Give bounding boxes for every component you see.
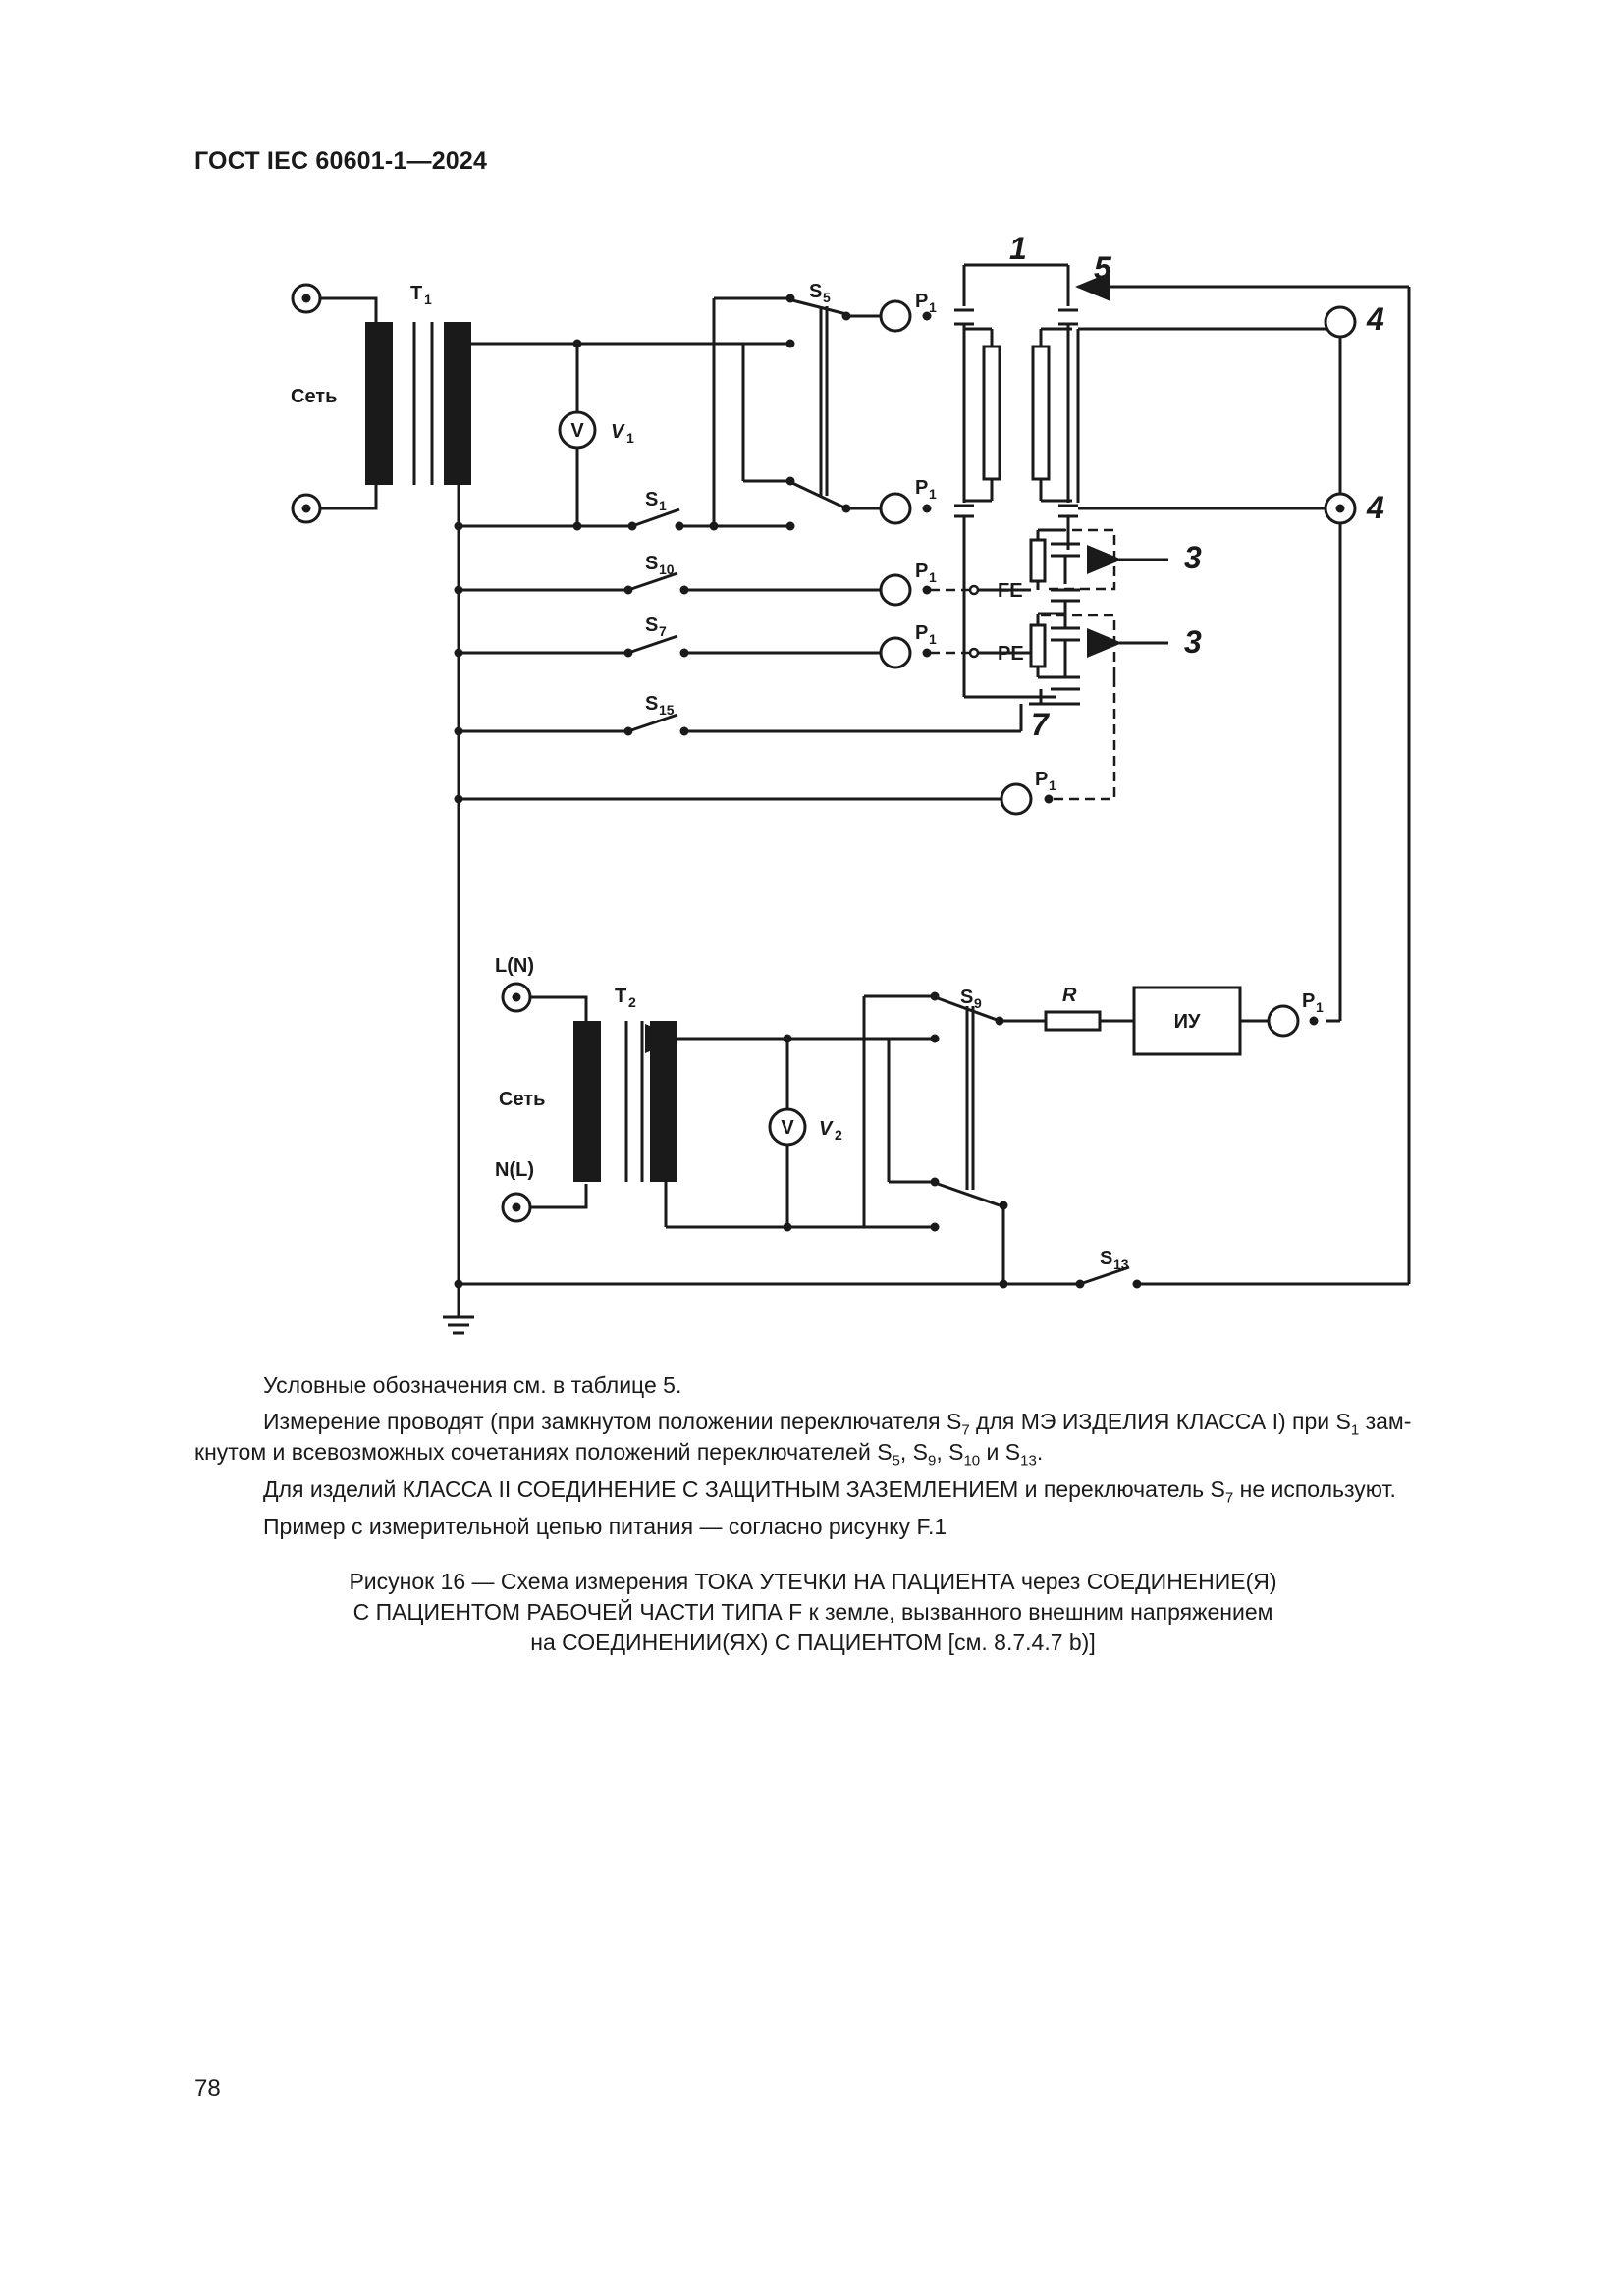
svg-text:V: V <box>781 1117 794 1139</box>
resistor-r <box>1046 1012 1100 1030</box>
p1-terminal-5 <box>1001 784 1031 814</box>
standard-header: ГОСТ IEC 60601-1—2024 <box>194 147 488 175</box>
svg-text:1: 1 <box>1316 999 1324 1015</box>
callout-4b: 4 <box>1367 490 1384 525</box>
svg-text:10: 10 <box>659 561 675 577</box>
t2-label: T <box>615 986 627 1007</box>
svg-text:1: 1 <box>1049 777 1056 793</box>
s7-label: S <box>645 614 659 636</box>
transformer-t1-secondary <box>444 322 471 485</box>
measurement-note-line2: кнутом и всевозможных сочетаниях положений переключателей $S_5$, $S_9$, $S_{10}$ и $S_{13}$. <box>194 1439 1044 1469</box>
example-note: Пример с измерительной цепью питания — согласно рисунку F.1 <box>263 1514 947 1539</box>
s5-label: S <box>809 281 823 302</box>
svg-text:1: 1 <box>929 299 937 315</box>
s9-label: S <box>960 987 974 1008</box>
p1-terminal-4 <box>881 638 910 667</box>
transformer-t1-primary <box>365 322 393 485</box>
s15-label: S <box>645 693 659 715</box>
iu-label: ИУ <box>1173 1011 1201 1033</box>
figure-caption: Рисунок 16 — Схема измерения ТОКА УТЕЧКИ НА ПАЦИЕНТА через СОЕДИНЕНИЕ(Я) С ПАЦИЕНТОМ РАБОЧЕЙ ЧАСТИ ТИПА F к земле, вызванного внешним напряжением на СОЕДИНЕНИИ(ЯХ) С ПАЦИЕНТОМ [см. 8.7.4.7 b)] <box>349 1569 1277 1655</box>
p1-label-5: P <box>1035 769 1049 790</box>
svg-text:13: 13 <box>1113 1256 1129 1272</box>
page-number: 78 <box>194 2075 221 2102</box>
p1-label-2: P <box>915 477 929 499</box>
svg-text:15: 15 <box>659 702 675 718</box>
mains-label-1: Сеть <box>291 386 338 407</box>
callout-7: 7 <box>1031 707 1049 742</box>
mains-label-2: Сеть <box>499 1089 546 1110</box>
r-label: R <box>1062 985 1077 1006</box>
legend-note: Условные обозначения см. в таблице 5. <box>263 1372 682 1398</box>
nl-label: N(L) <box>495 1159 534 1181</box>
svg-text:2: 2 <box>628 994 636 1010</box>
svg-text:5: 5 <box>823 290 831 305</box>
p1-terminal-2 <box>881 494 910 523</box>
p1-terminal-3 <box>881 575 910 605</box>
svg-text:V: V <box>570 420 584 442</box>
p1-terminal-1 <box>881 301 910 331</box>
p1-label-6: P <box>1302 990 1316 1012</box>
callout-5: 5 <box>1094 250 1111 286</box>
svg-text:1: 1 <box>929 631 937 647</box>
svg-text:1: 1 <box>424 292 432 307</box>
transformer-t2-secondary <box>650 1021 677 1182</box>
p1-terminal-6 <box>1269 1006 1298 1036</box>
callout-1: 1 <box>1009 231 1027 266</box>
p1-label-3: P <box>915 561 929 582</box>
p1-label-1: P <box>915 291 929 312</box>
s10-label: S <box>645 553 659 574</box>
svg-text:1: 1 <box>659 498 667 513</box>
svg-text:1: 1 <box>929 569 937 585</box>
svg-text:7: 7 <box>659 623 667 639</box>
p1-label-4: P <box>915 622 929 644</box>
class2-note: Для изделий КЛАССА II СОЕДИНЕНИЕ С ЗАЩИТНЫМ ЗАЗЕМЛЕНИЕМ и переключатель $S_7$ не используют. <box>263 1476 1396 1507</box>
t1-label: T <box>410 283 423 304</box>
terminal-4-upper <box>1326 307 1355 337</box>
v1-label: V <box>611 421 624 443</box>
transformer-t2-primary <box>573 1021 601 1182</box>
v2-label: V <box>819 1118 833 1140</box>
svg-text:1: 1 <box>929 486 937 502</box>
measurement-note-line1: Измерение проводят (при замкнутом положении переключателя $S_7$ для МЭ ИЗДЕЛИЯ КЛАССА I) при $S_1$ зам- <box>263 1409 1412 1439</box>
callout-3b: 3 <box>1184 624 1202 660</box>
callout-3a: 3 <box>1184 540 1202 575</box>
s13-label: S <box>1100 1248 1113 1269</box>
svg-text:1: 1 <box>626 430 634 446</box>
fe-label: FE <box>998 580 1023 602</box>
pe-label: PE <box>998 643 1024 665</box>
svg-text:2: 2 <box>835 1127 842 1143</box>
svg-text:9: 9 <box>974 995 982 1011</box>
ln-label: L(N) <box>495 955 534 977</box>
s1-label: S <box>645 489 659 510</box>
callout-4a: 4 <box>1367 301 1384 337</box>
